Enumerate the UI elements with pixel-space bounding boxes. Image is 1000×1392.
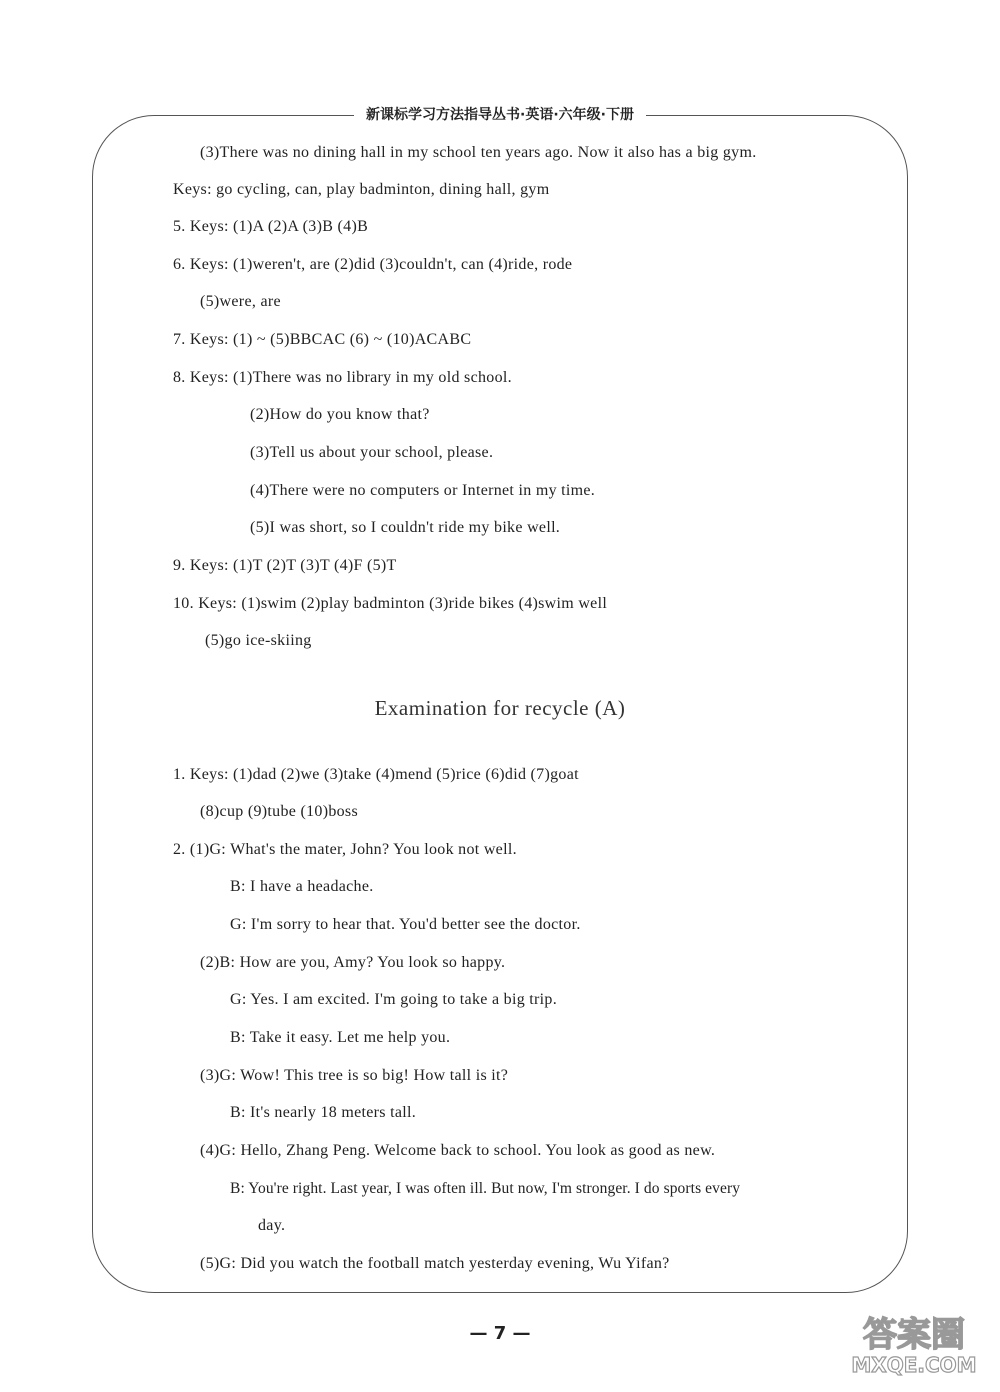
page-number: — 7 — bbox=[469, 1323, 531, 1344]
answer-line: 2. (1)G: What's the mater, John? You look not well. bbox=[173, 841, 517, 858]
answer-line: G: Yes. I am excited. I'm going to take a big trip. bbox=[230, 991, 558, 1008]
answer-line: B: I have a headache. bbox=[230, 878, 374, 895]
answer-line: (5)go ice-skiing bbox=[205, 632, 312, 649]
section-title: Examination for recycle (A) bbox=[374, 696, 626, 720]
answer-line: (2)How do you know that? bbox=[250, 406, 430, 423]
answer-line: 7. Keys: (1) ~ (5)BBCAC (6) ~ (10)ACABC bbox=[173, 331, 472, 348]
answer-line: (3)G: Wow! This tree is so big! How tall is it? bbox=[200, 1067, 509, 1084]
answer-line: 1. Keys: (1)dad (2)we (3)take (4)mend (5)rice (6)did (7)goat bbox=[173, 766, 579, 783]
header-title: 新课标学习方法指导丛书·英语·六年级·下册 bbox=[0, 104, 1000, 124]
answer-line: (5)I was short, so I couldn't ride my bike well. bbox=[250, 519, 561, 536]
watermark-logo bbox=[836, 1308, 986, 1378]
watermark-text-bottom: MXQE.COM bbox=[851, 1353, 977, 1377]
answer-line: (3)There was no dining hall in my school ten years ago. Now it also has a big gym. bbox=[200, 144, 757, 161]
answer-line: Keys: go cycling, can, play badminton, dining hall, gym bbox=[173, 181, 550, 198]
answer-line: (5)were, are bbox=[200, 293, 281, 310]
answer-line: 10. Keys: (1)swim (2)play badminton (3)ride bikes (4)swim well bbox=[173, 595, 608, 612]
answer-line: (4)There were no computers or Internet in my time. bbox=[250, 482, 596, 499]
answer-line: (4)G: Hello, Zhang Peng. Welcome back to school. You look as good as new. bbox=[200, 1142, 716, 1159]
answer-line: B: It's nearly 18 meters tall. bbox=[230, 1104, 417, 1121]
answer-line: 8. Keys: (1)There was no library in my old school. bbox=[173, 369, 512, 386]
answer-line: B: You're right. Last year, I was often ill. But now, I'm stronger. I do sports every bbox=[230, 1180, 741, 1197]
answer-line: G: I'm sorry to hear that. You'd better see the doctor. bbox=[230, 916, 581, 933]
watermark-text-top: 答案圈 bbox=[863, 1315, 965, 1355]
answer-line: (8)cup (9)tube (10)boss bbox=[200, 803, 358, 820]
answer-line: B: Take it easy. Let me help you. bbox=[230, 1029, 451, 1046]
answer-line: 6. Keys: (1)weren't, are (2)did (3)couldn't, can (4)ride, rode bbox=[173, 256, 573, 273]
answer-line: day. bbox=[258, 1217, 286, 1234]
answer-line: (3)Tell us about your school, please. bbox=[250, 444, 494, 461]
answer-line: 9. Keys: (1)T (2)T (3)T (4)F (5)T bbox=[173, 557, 397, 574]
answer-line: 5. Keys: (1)A (2)A (3)B (4)B bbox=[173, 218, 369, 235]
answer-line: (5)G: Did you watch the football match yesterday evening, Wu Yifan? bbox=[200, 1255, 670, 1272]
answer-line: (2)B: How are you, Amy? You look so happy. bbox=[200, 954, 506, 971]
